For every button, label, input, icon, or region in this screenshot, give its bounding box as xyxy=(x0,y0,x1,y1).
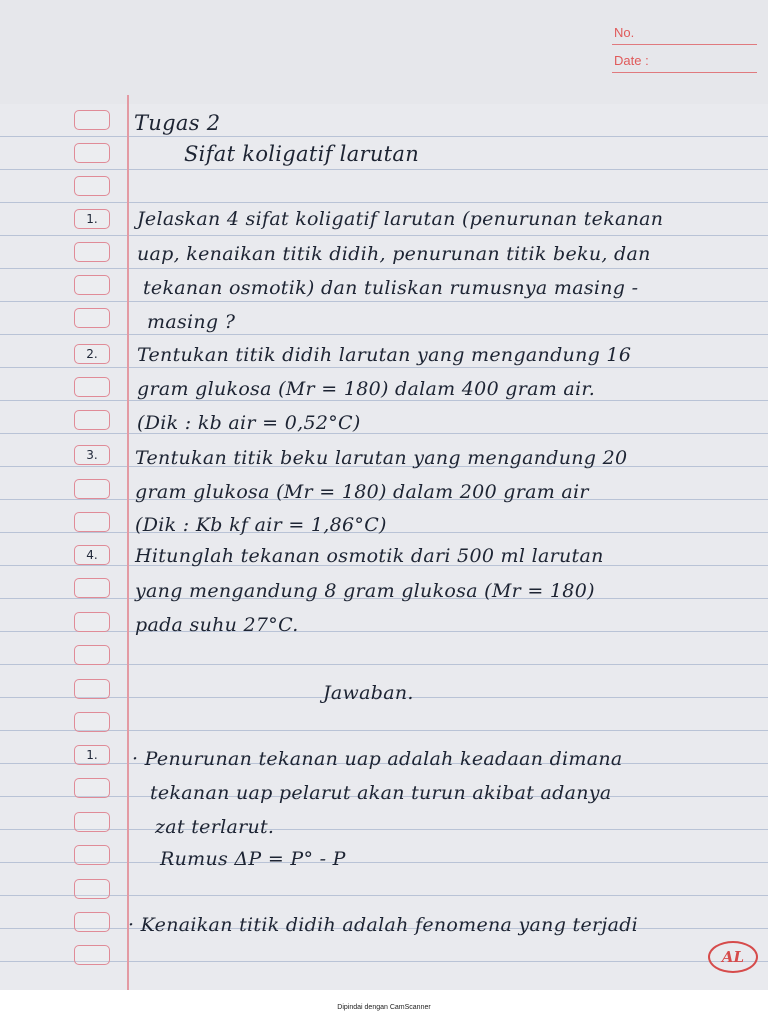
line-checkbox[interactable] xyxy=(74,242,110,262)
line-checkbox[interactable] xyxy=(74,512,110,532)
question-3-line-3: (Dik : Kb kf air = 1,86°C) xyxy=(135,514,387,536)
question-1-line-3: tekanan osmotik) dan tuliskan rumusnya masing - xyxy=(143,277,639,299)
assignment-title: Tugas 2 xyxy=(134,111,221,135)
line-checkbox[interactable] xyxy=(74,679,110,699)
line-checkbox[interactable] xyxy=(74,143,110,163)
answer-1-line-2: tekanan uap pelarut akan turun akibat adanya xyxy=(150,782,612,804)
question-2-line-3: (Dik : kb air = 0,52°C) xyxy=(137,412,361,434)
line-checkbox[interactable] xyxy=(74,712,110,732)
line-checkbox[interactable]: 1. xyxy=(74,745,110,765)
answer-1-line-1: · Penurunan tekanan uap adalah keadaan dimana xyxy=(132,748,623,770)
answer-2-line-1: · Kenaikan titik didih adalah fenomena yang terjadi xyxy=(128,914,639,936)
no-line xyxy=(612,44,757,45)
question-2-line-1: Tentukan titik didih larutan yang mengandung 16 xyxy=(137,344,632,366)
question-3-line-2: gram glukosa (Mr = 180) dalam 200 gram air xyxy=(135,481,589,503)
line-checkbox[interactable] xyxy=(74,479,110,499)
question-3-line-1: Tentukan titik beku larutan yang mengandung 20 xyxy=(135,447,628,469)
question-4-line-3: pada suhu 27°C. xyxy=(135,614,299,636)
question-4-line-1: Hitunglah tekanan osmotik dari 500 ml larutan xyxy=(135,545,604,567)
red-margin-line xyxy=(127,95,129,990)
no-date-header xyxy=(612,22,762,88)
answer-1-line-3: zat terlarut. xyxy=(155,816,275,838)
line-checkbox[interactable] xyxy=(74,845,110,865)
brand-stamp-logo: AL xyxy=(708,941,758,973)
answer-heading: Jawaban. xyxy=(323,682,414,704)
no-label: No. xyxy=(614,25,635,40)
scanner-watermark: Dipindai dengan CamScanner xyxy=(337,1004,431,1011)
question-1-line-4: masing ? xyxy=(147,311,236,333)
assignment-subtitle: Sifat koligatif larutan xyxy=(184,142,420,166)
line-checkbox[interactable]: 3. xyxy=(74,445,110,465)
question-2-line-2: gram glukosa (Mr = 180) dalam 400 gram air. xyxy=(137,378,596,400)
line-checkbox[interactable] xyxy=(74,275,110,295)
line-checkbox[interactable] xyxy=(74,308,110,328)
date-label: Date : xyxy=(614,53,649,68)
date-line xyxy=(612,72,757,73)
line-checkbox[interactable] xyxy=(74,645,110,665)
line-checkbox[interactable]: 4. xyxy=(74,545,110,565)
line-checkbox[interactable] xyxy=(74,377,110,397)
question-4-line-2: yang mengandung 8 gram glukosa (Mr = 180) xyxy=(135,580,595,602)
line-checkbox[interactable] xyxy=(74,812,110,832)
question-1-line-1: Jelaskan 4 sifat koligatif larutan (penurunan tekanan xyxy=(137,208,664,230)
line-checkbox[interactable] xyxy=(74,410,110,430)
line-checkbox[interactable]: 1. xyxy=(74,209,110,229)
answer-1-formula: Rumus ΔP = P° - P xyxy=(160,848,346,870)
line-checkbox[interactable] xyxy=(74,110,110,130)
line-checkbox[interactable] xyxy=(74,945,110,965)
line-checkbox[interactable] xyxy=(74,912,110,932)
question-1-line-2: uap, kenaikan titik didih, penurunan titik beku, dan xyxy=(137,243,651,265)
line-checkbox[interactable]: 2. xyxy=(74,344,110,364)
line-checkbox[interactable] xyxy=(74,176,110,196)
line-checkbox[interactable] xyxy=(74,612,110,632)
line-checkbox[interactable] xyxy=(74,778,110,798)
line-checkbox[interactable] xyxy=(74,578,110,598)
line-checkbox[interactable] xyxy=(74,879,110,899)
